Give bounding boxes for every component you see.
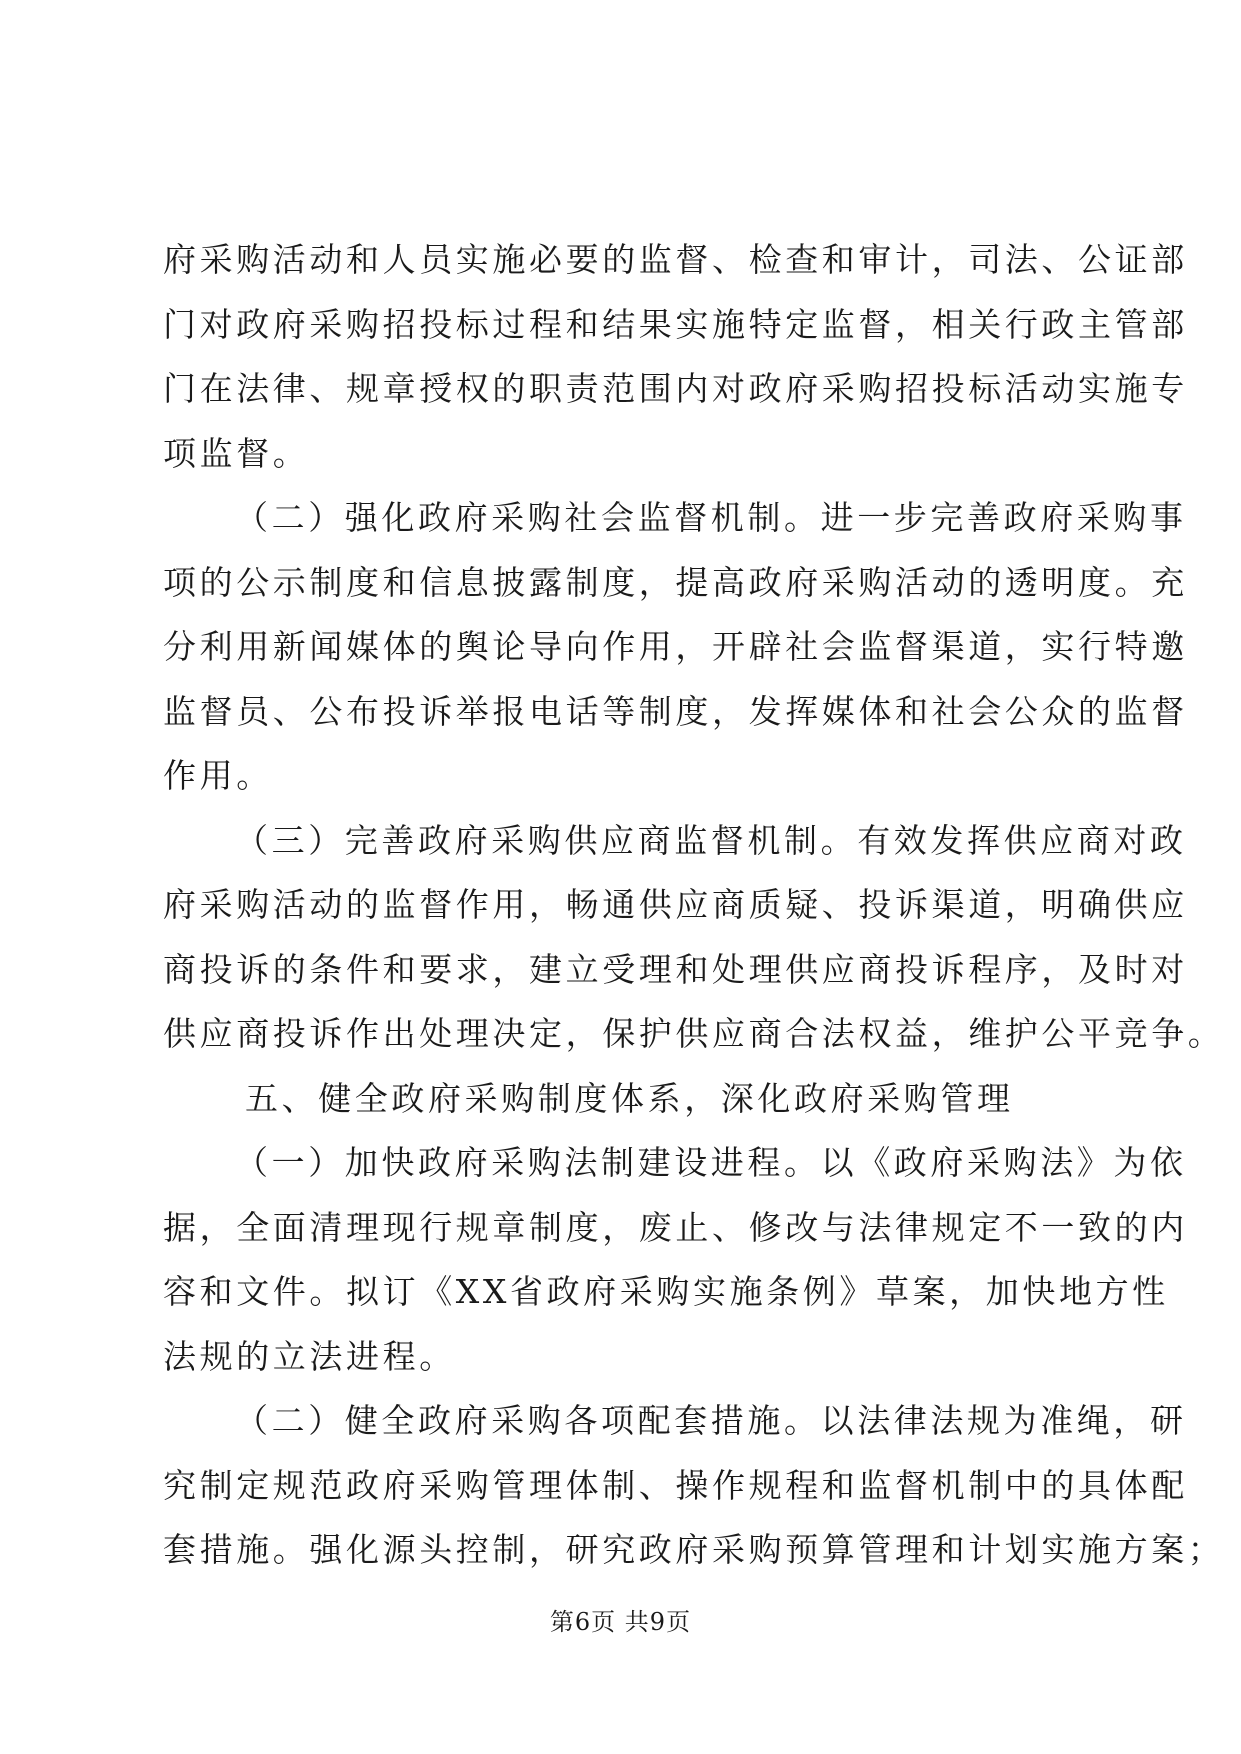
text-line: 究制定规范政府采购管理体制、操作规程和监督机制中的具体配: [163, 1465, 1188, 1505]
text-line: 府采购活动和人员实施必要的监督、检查和审计，司法、公证部: [163, 240, 1188, 279]
text-line: 法规的立法进程。: [163, 1336, 456, 1376]
text-line: 套措施。强化源头控制，研究政府采购预算管理和计划实施方案；: [163, 1530, 1225, 1569]
paragraph-heading-line: （一）加快政府采购法制建设进程。以《政府采购法》为依: [235, 1143, 1187, 1182]
section-heading: 五、健全政府采购制度体系，深化政府采购管理: [245, 1078, 1014, 1118]
text-line: 供应商投诉作出处理决定，保护供应商合法权益，维护公平竞争。: [163, 1014, 1225, 1053]
text-line: 商投诉的条件和要求，建立受理和处理供应商投诉程序，及时对: [163, 949, 1188, 989]
paragraph-heading-line: （二）健全政府采购各项配套措施。以法律法规为准绳，研: [235, 1401, 1187, 1440]
text-line: 监督员、公布投诉举报电话等制度，发挥媒体和社会公众的监督: [163, 691, 1188, 731]
text-line: 门在法律、规章授权的职责范围内对政府采购招投标活动实施专: [163, 369, 1188, 408]
text-line: 分利用新闻媒体的舆论导向作用，开辟社会监督渠道，实行特邀: [163, 627, 1188, 666]
text-line: 府采购活动的监督作用，畅通供应商质疑、投诉渠道，明确供应: [163, 885, 1188, 924]
paragraph-heading-line: （二）强化政府采购社会监督机制。进一步完善政府采购事: [235, 498, 1187, 537]
text-line: 项监督。: [163, 433, 310, 473]
page-number: 第6页 共9页: [549, 1608, 692, 1636]
text-line: 作用。: [163, 756, 273, 795]
text-line: 容和文件。拟订《XX省政府采购实施条例》草案，加快地方性: [163, 1272, 1169, 1311]
text-line: 项的公示制度和信息披露制度，提高政府采购活动的透明度。充: [163, 562, 1188, 602]
paragraph-heading-line: （三）完善政府采购供应商监督机制。有效发挥供应商对政: [235, 820, 1187, 860]
document-body: [163, 228, 1225, 1583]
text-line: 据，全面清理现行规章制度，废止、修改与法律规定不一致的内: [163, 1207, 1188, 1247]
text-line: 门对政府采购招投标过程和结果实施特定监督，相关行政主管部: [163, 304, 1188, 344]
